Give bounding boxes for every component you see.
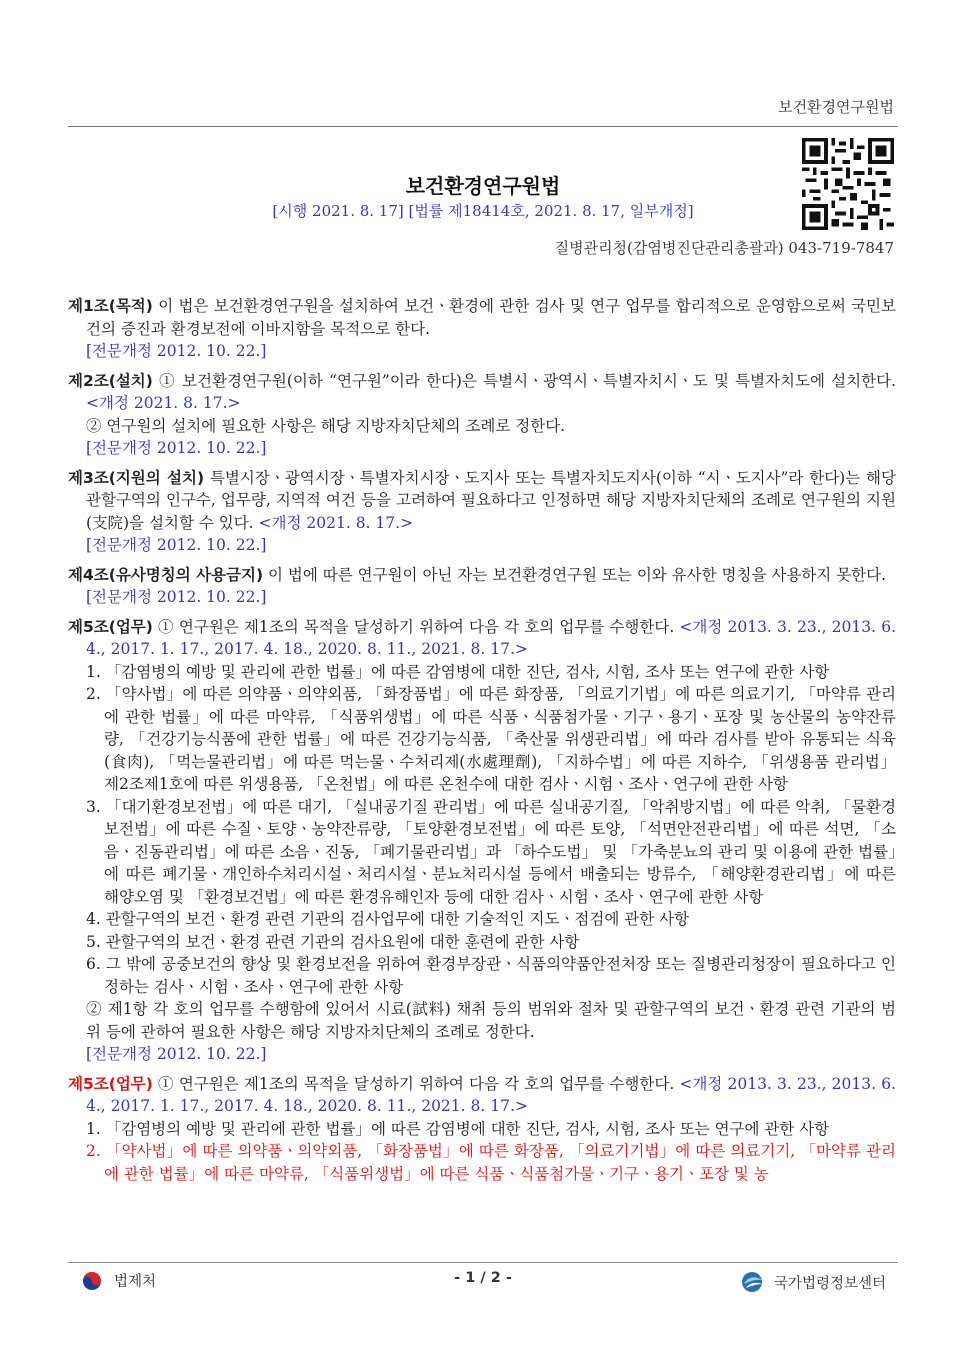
footer-divider bbox=[68, 1262, 898, 1263]
article-heading: 제5조(업무) bbox=[68, 1074, 153, 1093]
article-heading: 제1조(목적) bbox=[68, 297, 153, 315]
list-item: 1. 「감염병의 예방 및 관리에 관한 법률」에 따른 감염병에 대한 진단, 검사, 시험, 조사 또는 연구에 관한 사항 bbox=[86, 1119, 830, 1138]
amendment-note: [전문개정 2012. 10. 22.] bbox=[86, 1045, 267, 1063]
article-5 bbox=[68, 616, 896, 1066]
amendment-note: [전문개정 2012. 10. 22.] bbox=[86, 342, 267, 360]
page-number: - 1 / 2 - bbox=[454, 1270, 512, 1286]
amendment-note: [전문개정 2012. 10. 22.] bbox=[86, 536, 267, 554]
article-text: 이 법에 따른 연구원이 아닌 자는 보건환경연구원 또는 이와 유사한 명칭을 사용하지 못한다. bbox=[263, 565, 887, 584]
list-item: 2. 「약사법」에 따른 의약품ㆍ의약외품, 「화장품법」에 따른 화장품, 「의료기기법」에 따른 의료기기, 「마약류 관리에 관한 법률」에 따른 마약류, 「식품위생법」에 따른 식품ㆍ식품첨가물ㆍ기구ㆍ용기ㆍ포장 및 농산물의 농약잔류량, 「건강기능식품에 관한 법률」에 따른 건강기능식품, 「축산물 위생관리법」에 따라 검사를 받아 유통되는 식육(食肉), 「먹는물관리법」에 따른 먹는물ㆍ수처리제(水處理劑), 「지하수법」에 따른 지하수, 「위생용품 관리법」 제2조제1호에 따른 위생용품, 「온천법」에 따른 온천수에 대한 검사ㆍ시험ㆍ조사ㆍ연구에 관한 사항 bbox=[86, 685, 896, 793]
article-4 bbox=[68, 564, 896, 609]
footer-left-label: 법제처 bbox=[114, 1274, 157, 1290]
article-5-amended bbox=[68, 1073, 896, 1186]
amendment-note: [전문개정 2012. 10. 22.] bbox=[86, 588, 267, 606]
article-1 bbox=[68, 295, 896, 363]
inline-amendment-note: <개정 2021. 8. 17.> bbox=[258, 513, 414, 532]
enactment-info: [시행 2021. 8. 17] [법률 제18414호, 2021. 8. 17, 일부개정] bbox=[272, 202, 694, 220]
article-heading: 제5조(업무) bbox=[68, 617, 153, 636]
amendment-note: [전문개정 2012. 10. 22.] bbox=[86, 439, 267, 457]
article-text: ① 연구원은 제1조의 목적을 달성하기 위하여 다음 각 호의 업무를 수행한다. bbox=[152, 1074, 680, 1093]
article-text: 특별시장ㆍ광역시장ㆍ특별자치시장ㆍ도지사 또는 특별자치도지사(이하 “시ㆍ도지사”라 한다)는 해당 관할구역의 인구수, 업무량, 지역적 여건 등을 고려하여 필요하다고 인정하면 해당 지방자치단체의 조례로 연구원의 지원(支院)을 설치할 수 있다. bbox=[86, 468, 896, 532]
inline-amendment-note: <개정 2013. 3. 23., 2013. 6. 4., 2017. 1. 17., 2017. 4. 18., 2020. 8. 11., 2021. 8. 17.> bbox=[86, 617, 896, 658]
article-2 bbox=[68, 370, 896, 460]
article-3 bbox=[68, 467, 896, 557]
article-text: 이 법은 보건환경연구원을 설치하여 보건ㆍ환경에 관한 검사 및 연구 업무를 합리적으로 운영함으로써 국민보건의 증진과 환경보전에 이바지함을 목적으로 한다. bbox=[86, 297, 896, 338]
footer-right-label: 국가법령정보센터 bbox=[773, 1275, 886, 1292]
paragraph-2: ② 연구원의 설치에 필요한 사항은 해당 지방자치단체의 조례로 정한다. bbox=[86, 416, 566, 435]
paragraph-2: ② 제1항 각 호의 업무를 수행함에 있어서 시료(試料) 채취 등의 범위와 절차 및 관할구역의 보건ㆍ환경 관련 기관의 범위 등에 관하여 필요한 사항은 해당 지방자치단체의 조례로 정한다. bbox=[86, 1000, 896, 1041]
header-law-name: 보건환경연구원법 bbox=[778, 98, 894, 116]
article-text: ① 보건환경연구원(이하 “연구원”이라 한다)은 특별시ㆍ광역시ㆍ특별자치시ㆍ도 및 특별자치도에 설치한다. bbox=[152, 371, 896, 390]
article-heading: 제4조(유사명칭의 사용금지) bbox=[68, 565, 264, 584]
article-heading: 제3조(지원의 설치) bbox=[68, 468, 205, 487]
list-item: 6. 그 밖에 공중보건의 향상 및 환경보전을 위하여 환경부장관ㆍ식품의약품안전처장 또는 질병관리청장이 필요하다고 인정하는 검사ㆍ시험ㆍ조사ㆍ연구에 관한 사항 bbox=[86, 955, 896, 996]
header-divider bbox=[68, 126, 898, 127]
page-footer bbox=[68, 1270, 898, 1294]
list-item-amended: 2. 「약사법」에 따른 의약품ㆍ의약외품, 「화장품법」에 따른 화장품, 「의료기기법」에 따른 의료기기, 「마약류 관리에 관한 법률」에 따른 마약류, 「식품위생법」에 따른 식품ㆍ식품첨가물ㆍ기구ㆍ용기ㆍ포장 및 농 bbox=[86, 1142, 896, 1183]
document-title: 보건환경연구원법 bbox=[405, 174, 561, 198]
inline-amendment-note: <개정 2021. 8. 17.> bbox=[86, 394, 241, 412]
list-item: 3. 「대기환경보전법」에 따른 대기, 「실내공기질 관리법」에 따른 실내공기질, 「악취방지법」에 따른 악취, 「물환경보전법」에 따른 수질ㆍ토양ㆍ농약잔류량, 「토양환경보전법」에 따른 토양, 「석면안전관리법」에 따른 석면, 「소음ㆍ진동관리법」에 따른 소음ㆍ진동, 「폐기물관리법」과 「하수도법」 및 「가축분뇨의 관리 및 이용에 관한 법률」에 따른 폐기물ㆍ개인하수처리시설ㆍ처리시설ㆍ분뇨처리시설 등에서 배출되는 방류수, 「해양환경관리법」에 따른 해양오염 및 「환경보건법」에 따른 환경유해인자 등에 대한 검사ㆍ시험ㆍ조사ㆍ연구에 관한 사항 bbox=[86, 797, 896, 906]
article-text: ① 연구원은 제1조의 목적을 달성하기 위하여 다음 각 호의 업무를 수행한다. bbox=[152, 617, 680, 636]
law-body bbox=[68, 295, 896, 1192]
law-info-center-logo-icon bbox=[740, 1270, 766, 1294]
department-contact: 질병관리청(감염병진단관리총괄과) 043-719-7847 bbox=[554, 239, 894, 257]
article-heading: 제2조(설치) bbox=[68, 371, 153, 390]
list-item: 1. 「감염병의 예방 및 관리에 관한 법률」에 따른 감염병에 대한 진단, 검사, 시험, 조사 또는 연구에 관한 사항 bbox=[86, 662, 830, 681]
inline-amendment-note: <개정 2013. 3. 23., 2013. 6. 4., 2017. 1. 17., 2017. 4. 18., 2020. 8. 11., 2021. 8. 17.> bbox=[86, 1074, 896, 1115]
list-item: 4. 관할구역의 보건ㆍ환경 관련 기관의 검사업무에 대한 기술적인 지도ㆍ점검에 관한 사항 bbox=[86, 910, 690, 928]
list-item: 5. 관할구역의 보건ㆍ환경 관련 기관의 검사요원에 대한 훈련에 관한 사항 bbox=[86, 932, 580, 951]
